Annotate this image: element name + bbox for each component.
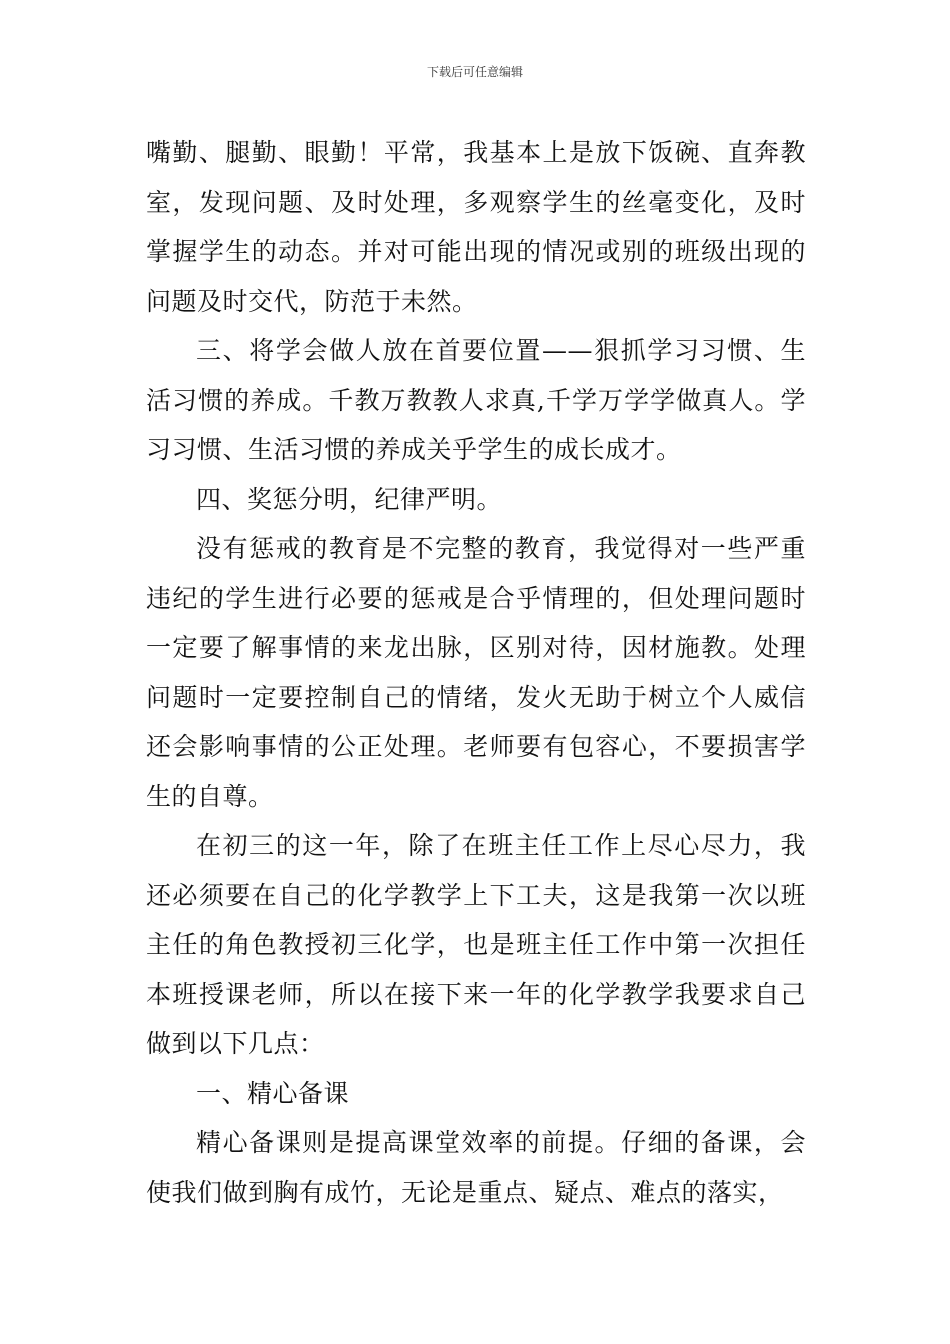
paragraph-discipline: 没有惩戒的教育是不完整的教育，我觉得对一些严重违纪的学生进行必要的惩戒是合乎情理的，但处理问题时一定要了解事情的来龙出脉，区别对待，因材施教。处理问题时一定要控制自己的情绪，发火无助于树立个人威信还会影响事情的公正处理。老师要有包容心，不要损害学生的自尊。	[146, 534, 806, 811]
paragraph-section-four-heading: 四、奖惩分明，纪律严明。	[196, 484, 503, 514]
paragraph-section-three: 三、将学会做人放在首要位置——狠抓学习习惯、生活习惯的养成。千教万教教人求真,千学万学学做真人。学习习惯、生活习惯的养成关乎学生的成长成才。	[146, 336, 806, 464]
paragraph-chemistry-teaching: 在初三的这一年，除了在班主任工作上尽心尽力，我还必须要在自己的化学教学上下工夫，这是我第一次以班主任的角色教授初三化学，也是班主任工作中第一次担任本班授课老师，所以在接下来一年的化学教学我要求自己做到以下几点：	[146, 831, 806, 1058]
paragraph-lesson-prep-heading: 一、精心备课	[196, 1078, 350, 1108]
paragraph-continued: 嘴勤、腿勤、眼勤！平常，我基本上是放下饭碗、直奔教室，发现问题、及时处理，多观察学生的丝毫变化，及时掌握学生的动态。并对可能出现的情况或别的班级出现的问题及时交代，防范于未然。	[146, 138, 806, 316]
document-body	[146, 128, 806, 1217]
paragraph-lesson-prep: 精心备课则是提高课堂效率的前提。仔细的备课，会使我们做到胸有成竹，无论是重点、疑点、难点的落实，	[146, 1128, 806, 1207]
page-header-note: 下载后可任意编辑	[426, 65, 523, 79]
